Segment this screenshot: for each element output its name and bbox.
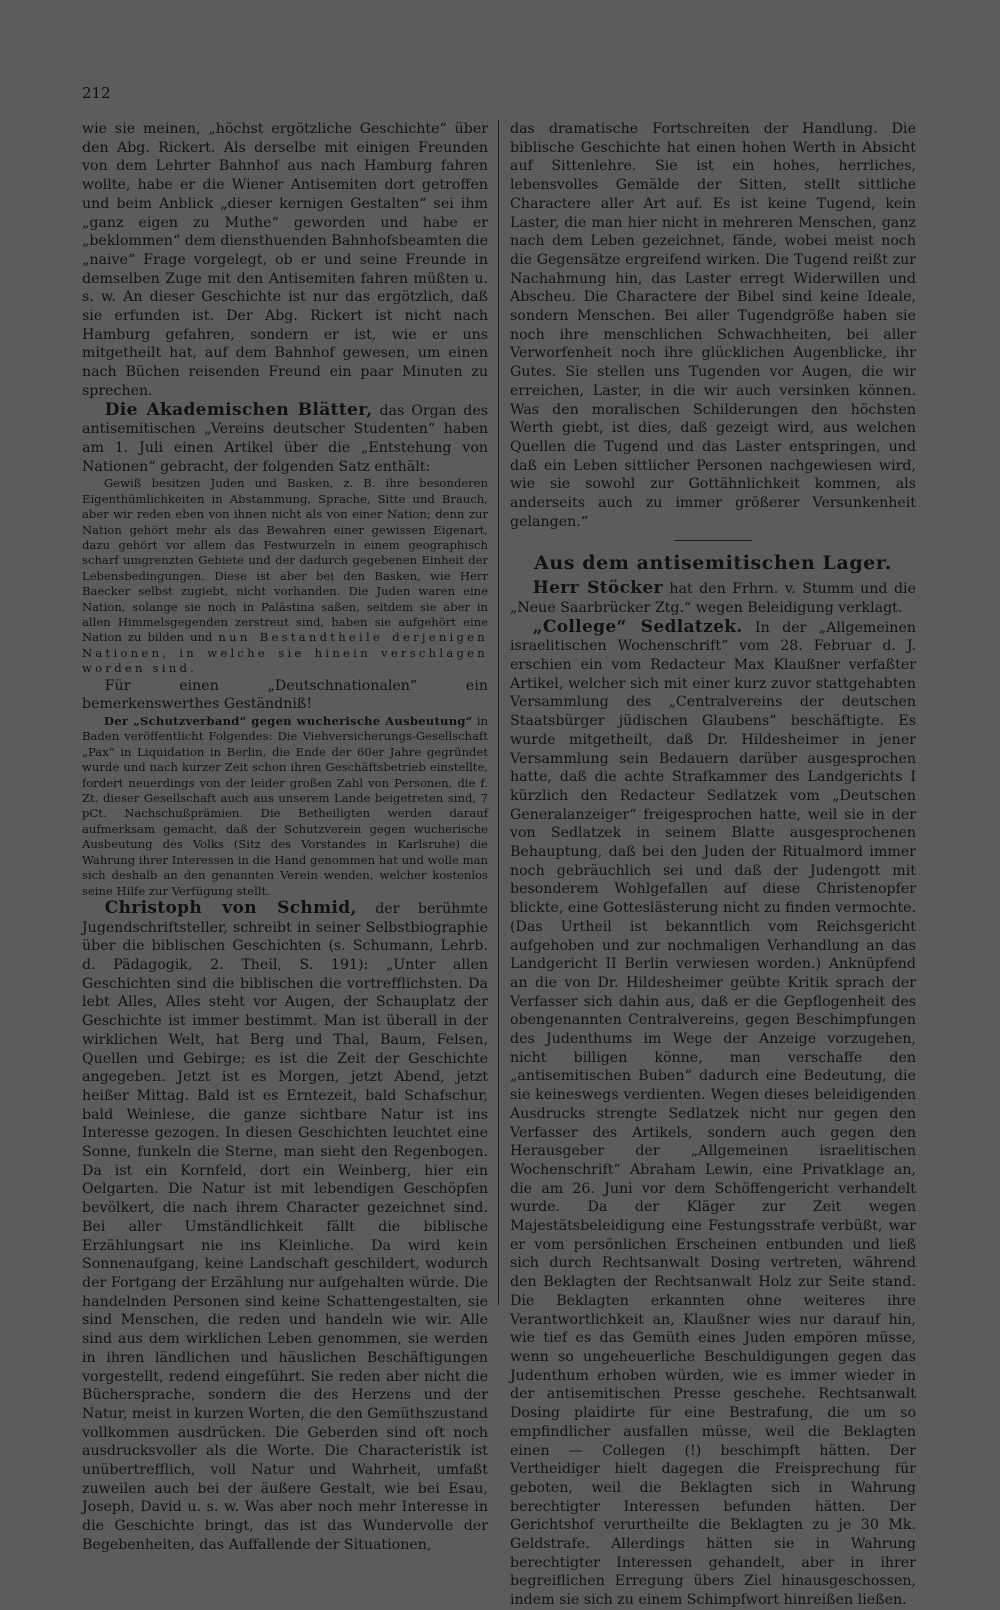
quote-spaced-text: nun Bestandtheile derjenigen Nationen, in welche sie hinein verschlagen worden sind. [82, 630, 488, 676]
section-divider [674, 540, 752, 541]
paragraph-sedlatzek [510, 618, 916, 1610]
section-title: Aus dem antisemitischen Lager. [534, 552, 892, 575]
paragraph-stoecker [510, 579, 916, 617]
paragraph-text: In der „Allgemeinen israelitischen Wochenschrift“ vom 28. Februar d. J. erschien ein vom Redacteur Max Klaußner verfaßter Artikel, welcher sich mit einer kurz zuvor stattgehabten Versammlung des „Centralvereins der deutschen Staatsbürger jüdischen Glaubens“ beschäftigte. Es wurde mitgetheilt, daß Dr. Hildesheimer in jener Versammlung sein Bedauern darüber ausgesprochen hatte, daß die achte Strafkammer des Landgerichts I kürzlich den Redacteur Sedlatzek vom „Deutschen Generalanzeiger“ freigesprochen hatte, weil sie in der von Sedlatzek in seinem Blatte ausgesprochenen Behauptung, daß bei den Juden der Ritualmord immer noch gebräuchlich sei und daß der Judengott mit besonderem Wohlgefallen auf diese Christenopfer blickte, eine Gotteslästerung nicht zu finden vermochte. (Das Urtheil ist bekanntlich vom Reichsgericht aufgehoben und zur nochmaligen Verhandlung an das Landgericht II Berlin verwiesen worden.) Anknüpfend an die von Dr. Hildesheimer geübte Kritik sprach der Verfasser sich dahin aus, daß er die Gepflogenheit des obengenannten Centralvereins, gegen Beschimpfungen des Judenthums im Wege der Anzeige vorzugehen, nicht billigen könne, man verschaffe den „antisemitischen Buben“ dadurch eine Bedeutung, die sie keineswegs verdienten. Wegen dieses beleidigenden Ausdrucks strengte Sedlatzek nicht nur gegen den Verfasser des Artikels, sondern auch gegen den Herausgeber der „Allgemeinen israelitischen Wochenschrift“ Abraham Lewin, eine Privatklage an, die am 26. Juni vor dem Schöffengericht verhandelt wurde. Da der Kläger zur Zeit wegen Majestätsbeleidigung eine Festungsstrafe verbüßt, war er vom persönlichen Erscheinen entbunden und ließ sich durch Rechtsanwalt Dosing vertreten, während den Beklagten der Rechtsanwalt Holz zur Seite stand. Die Beklagten erkannten ohne weiteres ihre Verantwortlichkeit an, Klaußner wies nur darauf hin, wie tief es das Gemüth eines Juden empören müsse, wenn so ungeheuerliche Beschuldigungen gegen das Judenthum erhoben würden, wie es immer wieder in der antisemitischen Presse geschehe. Rechtsanwalt Dosing plaidirte für eine Bestrafung, die um so empfindlicher ausfallen müsse, weil die Beklagten einen — Collegen (!) beschimpft hätten. Der Vertheidiger hielt dagegen die Freisprechung für geboten, weil die Beklagten sich in Wahrung berechtigter Interessen befunden hätten. Der Gerichtshof verurtheilte die Beklagten zu je 30 Mk. Geldstrafe. Allerdings hätten sie in Wahrung berechtigter Interessen gehandelt, aber in ihrer begreiflichen Erregung übers Ziel hinausgeschossen, indem sie sich zu einem Schimpfwort hinreißen ließen. [510, 619, 916, 1609]
heading-stoecker: Herr Stöcker [532, 578, 663, 599]
heading-schmid: Christoph von Schmid, [104, 897, 357, 918]
paragraph-schmid [82, 899, 488, 1555]
paragraph-rickert: wie sie meinen, „höchst ergötzliche Geschichte“ über den Abg. Rickert. Als derselbe mit einigen Freunden von dem Lehrter Bahnhof aus nach Hamburg fahren wollte, habe er die Wiener Antisemiten dort getroffen und beim Anblick „dieser kernigen Gestalten“ sei ihm „ganz eigen zu Muthe“ geworden und habe er „beklommen“ dem diensthuenden Bahnhofsbeamten die „naive“ Frage vorgelegt, ob er und seine Freunde in demselben Zuge mit den Antisemiten fahren müßten u. s. w. An dieser Geschichte ist nur das ergötzlich, daß sie erfunden ist. Der Abg. Rickert ist nicht nach Hamburg gefahren, sondern er ist, wie er uns mitgetheilt hat, auf dem Bahnhof gewesen, um einen nach Büchen reisenden Freund ein paar Minuten zu sprechen. [82, 121, 488, 399]
page-number: 212 [82, 84, 111, 102]
column-divider [498, 120, 499, 1305]
paragraph-text: das Organ des antisemitischen „Vereins deutscher Studenten“ haben am 1. Juli einen Artikel über die „Entstehung von Nationen“ gebracht, der folgenden Satz enthält: [82, 402, 488, 475]
paragraph-schutzverband [82, 714, 488, 899]
paragraph-text: der berühmte Jugendschriftsteller, schreibt in seiner Selbstbiographie über die biblischen Geschichten (s. Schumann, Lehrb. d. Pädagogik, 2. Theil, S. 191): „Unter allen Geschichten sind die biblischen die vortrefflichsten. Da lebt Alles, Alles steht vor Augen, der Schauplatz der Geschichte ist immer bestimmt. Man ist überall in der wirklichen Welt, hat Berg und Thal, Baum, Felsen, Quellen und Gebirge; es ist die Zeit der Geschichte angegeben. Jetzt ist es Morgen, jetzt Abend, jetzt heißer Mittag. Bald ist es Erntezeit, bald Schafschur, bald Weinlese, die ganze sichtbare Natur ist ins Interesse gezogen. In diesen Geschichten leuchtet eine Sonne, funkeln die Sterne, man sieht den Regenbogen. Da ist ein Kornfeld, dort ein Weinberg, hier ein Oelgarten. Die Natur ist mit lebendigen Geschöpfen bevölkert, die nach ihrem Character gezeichnet sind. Bei aller Umständlichkeit fällt die biblische Erzählungsart nie ins Kleinliche. Da wird kein Sonnenaufgang, keine Landschaft geschildert, wodurch der Fortgang der Erzählung nur aufgehalten würde. Die handelnden Personen sind keine Schattengestalten, sie sind Menschen, die reden und handeln wie wir. Alle sind aus dem wirklichen Leben genommen, sie werden in ihren ländlichen und häuslichen Beschäftigungen vorgestellt, redend eingeführt. Sie reden aber nicht die Büchersprache, sondern die des Herzens und der Natur, meist in kurzen Worten, die den Gemüthszustand vollkommen ausdrücken. Die Geberden sind oft noch ausdrucksvoller als die Worte. Die Characteristik ist unübertrefflich, voll Natur und Wahrheit, umfaßt zuweilen auch bei der äußere Gestalt, wie bei Esau, Joseph, David u. s. w. Was aber noch mehr Interesse in die Geschichte bringt, das ist das Wundervolle der Begebenheiten, das Auffallende der Situationen, [82, 900, 488, 1553]
paragraph-akademische-blaetter [82, 401, 488, 477]
left-column [82, 120, 488, 1555]
paragraph-schmid-continued: das dramatische Fortschreiten der Handlung. Die biblische Geschichte hat einen hohen Werth in Absicht auf Sittenlehre. Sie ist ein hohes, herrliches, lebensvolles Gemälde der Sitten, stellt sittliche Charactere aller Art auf. Es ist keine Tugend, kein Laster, die man hier nicht in mehreren Menschen, ganz nach dem Leben gezeichnet, fände, wobei meist noch die Gegensätze ergreifend wirken. Die Tugend reißt zur Nachahmung hin, das Laster erregt Widerwillen und Abscheu. Die Charactere der Bibel sind keine Ideale, sondern Menschen. Bei aller Tugendgröße haben sie noch ihre menschlichen Schwachheiten, bei aller Verworfenheit noch ihre glücklichen Augenblicke, ihr Gutes. Sie stellen uns Tugenden vor Augen, die wir erreichen, Laster, in die wir auch versinken können. Was den moralischen Schilderungen den höchsten Werth giebt, ist dies, daß gezeigt wird, aus welchen Quellen die Tugend und das Laster entspringen, und daß ein Leben sittlicher Personen nachgewiesen wird, wie sie sowohl zur Gottähnlichkeit kommen, als anderseits auch zu immer größerer Versunkenheit gelangen.“ [510, 121, 916, 530]
quote-text: Gewiß besitzen Juden und Basken, z. B. ihre besonderen Eigenthümlichkeiten in Abstammung, Sprache, Sitte und Brauch, aber wir reden eben von ihnen nicht als von einer Nation; denn zur Nation gehört mehr als das Bewahren einer gewissen Eigenart, dazu gehört vor allem das Festwurzeln in einem geographisch scharf umgrenzten Gebiete und der dadurch gegebenen Einheit der Lebensbedingungen. Diese ist aber bei den Basken, wie Herr Baecker selbst zugiebt, nicht vorhanden. Die Juden waren eine Nation, solange sie noch in Palästina saßen, seitdem sie aber in allen Himmelsgegenden zerstreut sind, haben sie aufgehört eine Nation zu bilden und [82, 476, 488, 645]
paragraph-comment: Für einen „Deutschnationalen“ ein bemerkenswerthes Geständniß! [82, 677, 488, 713]
paragraph-text: hat den Frhrn. v. Stumm und die „Neue Saarbrücker Ztg.“ wegen Beleidigung verklagt. [510, 581, 916, 616]
heading-akademische-blaetter: Die Akademischen Blätter, [104, 399, 373, 420]
heading-schutzverband: Der „Schutzverband“ gegen wucherische Ausbeutung“ [104, 714, 473, 729]
heading-sedlatzek: „College“ Sedlatzek. [532, 616, 743, 637]
quote-block [82, 476, 488, 676]
right-column [510, 120, 916, 1610]
paragraph-text: in Baden veröffentlicht Folgendes: Die Viehversicherungs-Gesellschaft „Pax“ in Liquidation in Berlin, die Ende der 60er Jahre gegründet wurde und nach kurzer Zeit schon ihren Geschäftsbetrieb einstellte, fordert neuerdings von der leider großen Zahl von Personen, die f. Zt. dieser Gesellschaft auch aus unserem Lande beigetreten sind, 7 pCt. Nachschußprämien. Die Betheiligten werden darauf aufmerksam gemacht, daß der Schutzverein gegen wucherische Ausbeutung des Volks (Sitz des Vorstandes in Karlsruhe) die Wahrung ihrer Interessen in die Hand genommen hat und wolle man sich deshalb an den genannten Verein wenden, welcher kostenlos seine Hilfe zur Verfügung stellt. [82, 714, 488, 898]
